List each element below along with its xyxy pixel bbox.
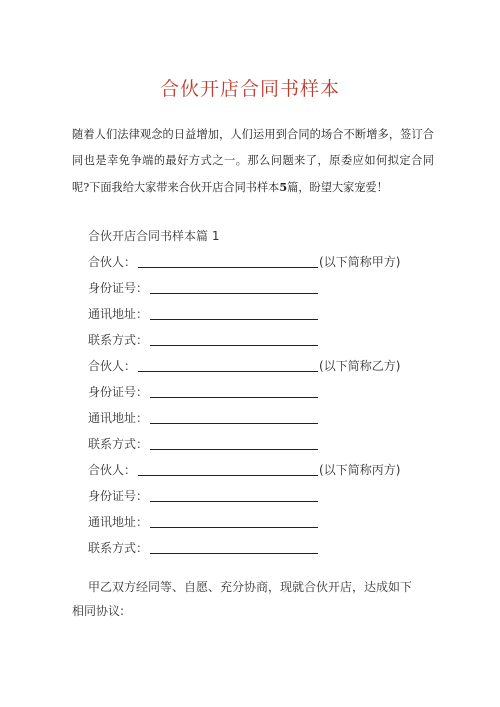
partner-b-blank[interactable] bbox=[138, 358, 318, 372]
partner-label: 合伙人： bbox=[88, 359, 137, 373]
contact-label: 联系方式： bbox=[88, 541, 149, 555]
address-label: 通讯地址： bbox=[88, 307, 149, 321]
id-label: 身份证号： bbox=[88, 281, 149, 295]
document-title: 合伙开店合同书样本 bbox=[159, 78, 340, 100]
contact-label: 联系方式： bbox=[88, 333, 149, 347]
contact-a-blank[interactable] bbox=[150, 332, 318, 346]
id-a-row bbox=[88, 280, 428, 306]
address-label: 通讯地址： bbox=[88, 411, 149, 425]
intro-count: 5 bbox=[279, 180, 288, 194]
address-b-blank[interactable] bbox=[150, 410, 318, 424]
partner-label: 合伙人： bbox=[88, 255, 137, 269]
partner-a-row bbox=[88, 254, 428, 280]
partner-a-suffix: (以下简称甲方) bbox=[319, 255, 401, 269]
address-a-blank[interactable] bbox=[150, 306, 318, 320]
contact-label: 联系方式： bbox=[88, 437, 149, 451]
contract-section bbox=[88, 228, 428, 566]
partner-c-suffix: (以下简称丙方) bbox=[319, 463, 401, 477]
address-c-blank[interactable] bbox=[150, 514, 318, 528]
contact-c-row bbox=[88, 540, 428, 566]
id-b-blank[interactable] bbox=[150, 384, 318, 398]
id-a-blank[interactable] bbox=[150, 280, 318, 294]
partner-c-row bbox=[88, 462, 428, 488]
partner-c-blank[interactable] bbox=[138, 462, 318, 476]
partner-a-blank[interactable] bbox=[138, 254, 318, 268]
address-a-row bbox=[88, 306, 428, 332]
closing-paragraph: 甲乙双方经同等、自愿、充分协商，现就合伙开店，达成如下相同协议: bbox=[72, 580, 413, 618]
address-c-row bbox=[88, 514, 428, 540]
address-b-row bbox=[88, 410, 428, 436]
id-c-row bbox=[88, 488, 428, 514]
contact-c-blank[interactable] bbox=[150, 540, 318, 554]
section-title: 合伙开店合同书样本篇 1 bbox=[88, 229, 220, 243]
partner-b-row bbox=[88, 358, 428, 384]
intro-text-part1: 随着人们法律观念的日益增加，人们运用到合同的场合不断增多，签订合同也是幸免争端的最好方式之一。那么问题来了，原委应如何拟定合同呢?下面我给大家带来合伙开店合同书样本 bbox=[72, 128, 434, 194]
partner-b-suffix: (以下简称乙方) bbox=[319, 359, 401, 373]
id-label: 身份证号： bbox=[88, 489, 149, 503]
contact-b-blank[interactable] bbox=[150, 436, 318, 450]
contact-b-row bbox=[88, 436, 428, 462]
partner-label: 合伙人： bbox=[88, 463, 137, 477]
address-label: 通讯地址： bbox=[88, 515, 149, 529]
id-b-row bbox=[88, 384, 428, 410]
intro-text-part2: 篇，盼望大家宠爱！ bbox=[287, 181, 388, 194]
contact-a-row bbox=[88, 332, 428, 358]
intro-paragraph bbox=[72, 122, 434, 201]
id-label: 身份证号： bbox=[88, 385, 149, 399]
id-c-blank[interactable] bbox=[150, 488, 318, 502]
